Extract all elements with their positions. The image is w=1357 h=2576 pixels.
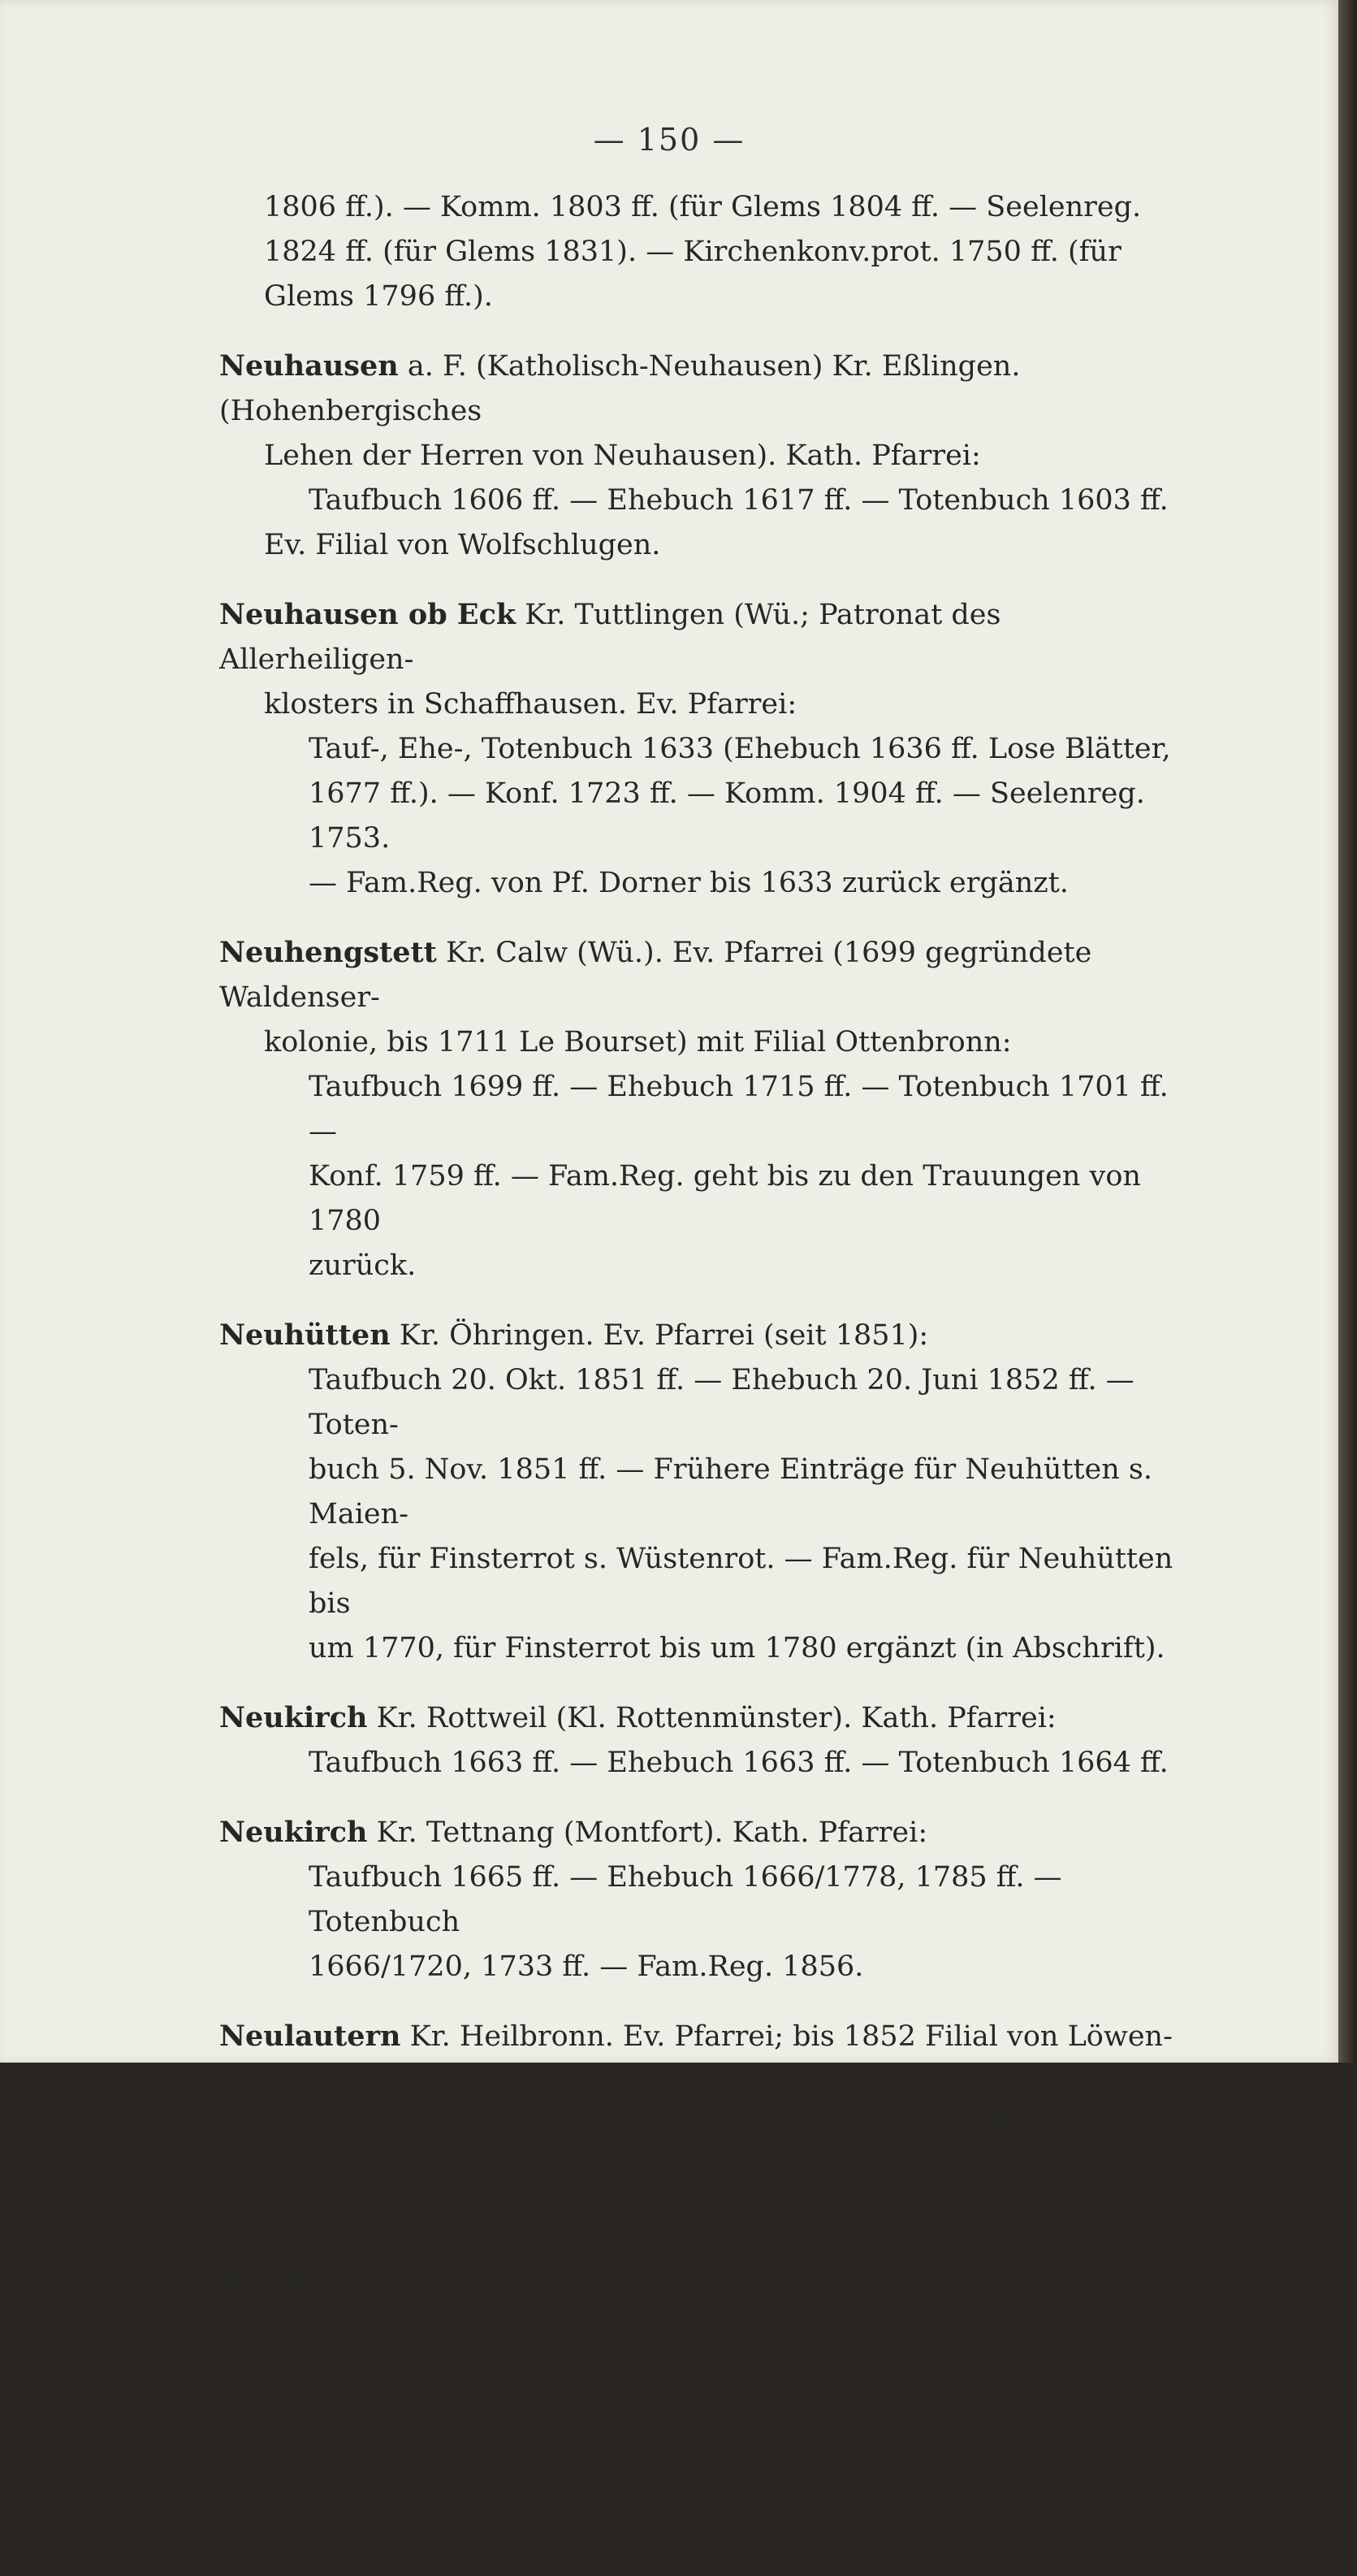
first-line [219, 1319, 928, 1352]
line: 1800. [309, 2199, 391, 2232]
line: Taufbuch 1830 ff. — Ehe- und Totenbuch 1853 ff. — Seelenreg. [309, 2110, 1053, 2187]
entry-neuhausen [219, 344, 1194, 568]
line: a. F. (Katholisch-Neuhausen) Kr. Eßlingen. (Hohenbergisches [219, 350, 1021, 427]
entry-neukirch-rottweil [219, 1695, 1194, 1786]
line: 1663 ff. [309, 2537, 418, 2570]
entry-neuhengstett [219, 930, 1194, 1288]
first-line [219, 350, 1020, 427]
line: Ev. Filial von Wolfschlugen. [264, 529, 661, 561]
line: Glems 1796 ff.). [264, 280, 493, 313]
line: Bronnen, Ebnat, Espachweiler, Gaishardt, Leinenfirst Ramsenstrut, [264, 2314, 1035, 2391]
line: um 1770, für Finsterrot bis um 1780 ergänzt (in Abschrift). [309, 1632, 1165, 1665]
line: zurück. [309, 1249, 417, 1282]
line: Taufbuch 1699 ff. — Ehebuch 1715 ff. — Totenbuch 1701 ff. — [309, 1071, 1169, 1148]
entry-head: Neuhausen ob Eck [219, 598, 516, 631]
line: 1806 ff.). — Komm. 1803 ff. (für Glems 1804 ff. — Seelenreg. [264, 191, 1142, 223]
line: Tauf-, Ehe-, Totenbuch 1633 (Ehebuch 1636 ff. Lose Blätter, [309, 733, 1171, 765]
line: Kr. Öhringen. Ev. Pfarrei (seit 1851): [399, 1319, 929, 1352]
line: buch 5. Nov. 1851 ff. — Frühere Einträge für Neuhütten s. Maien- [309, 1453, 1152, 1530]
line: fels, für Finsterrot s. Wüstenrot. — Fam.Reg. für Neuhütten bis [309, 1543, 1173, 1620]
first-line [219, 2020, 1173, 2053]
line: kolonie, bis 1711 Le Bourset) mit Filial Ottenbronn: [264, 1026, 1012, 1059]
body-text [219, 185, 1194, 2576]
line: Konf. 1759 ff. — Fam.Reg. geht bis zu den Trauungen von 1780 [309, 1160, 1141, 1237]
line: Kr. Calw (Wü.). Ev. Pfarrei (1699 gegründete Waldenser- [219, 937, 1092, 1014]
entry-head: Neuhütten [219, 1318, 391, 1352]
entry-neuler [219, 2262, 1194, 2576]
line: stein, wo frühere Einträge: [264, 2065, 655, 2098]
line: — Fam.Reg. von Pf. Dorner bis 1633 zurück ergänzt. [309, 867, 1069, 899]
entry-neuhausen-ob-eck [219, 592, 1194, 906]
entry-neulautern [219, 2014, 1194, 2238]
book-edge [1338, 0, 1357, 2063]
page-number: — 150 — [593, 122, 745, 158]
line: 1666/1720, 1733 ff. — Fam.Reg. 1856. [309, 1950, 864, 1983]
first-line [219, 1702, 1057, 1734]
entry-head: Neukirch [219, 1701, 368, 1734]
first-line [219, 1816, 927, 1849]
line: klosters in Schaffhausen. Ev. Pfarrei: [264, 688, 797, 721]
entry-continued [219, 185, 1194, 319]
line: Taufbuch 1663 ff. — Ehebuch 1663 ff. — Totenbuch 1664 ff. [309, 1747, 1169, 1779]
line: Kr. Ellwangen (Ellwangen). Kath. Pfarrei und Filialen [336, 2269, 1107, 2301]
line: Taufbuch 1606 ff. — Ehebuch 1617 ff. — Totenbuch 1603 ff. [309, 484, 1169, 517]
line: 1824 ff. (für Glems 1831). — Kirchenkonv.prot. 1750 ff. (für [264, 236, 1121, 268]
line: Schwenningen Gem. Schwabsberg und z. T. Pommertsweiler: [264, 2403, 1148, 2435]
line: Taufbuch 1665 ff. — Ehebuch 1666/1778, 1785 ff. — Totenbuch [309, 1861, 1062, 1938]
entry-head: Neukirch [219, 1816, 368, 1849]
first-line [219, 2269, 1106, 2301]
line: Kr. Tuttlingen (Wü.; Patronat des Allerheiligen- [219, 599, 1001, 676]
line: Kr. Heilbronn. Ev. Pfarrei; bis 1852 Filial von Löwen- [409, 2020, 1173, 2053]
first-line [219, 599, 1000, 676]
entry-head: Neuhausen [219, 349, 399, 383]
line: Taufbuch 20. Okt. 1851 ff. — Ehebuch 20. Juni 1852 ff. — Toten- [309, 1364, 1134, 1441]
line: 1677 ff.). — Konf. 1723 ff. — Komm. 1904 ff. — Seelenreg. 1753. [309, 777, 1145, 855]
entry-head: Neuhengstett [219, 936, 437, 969]
entry-head: Neulautern [219, 2020, 401, 2053]
entry-head: Neuler [219, 2268, 328, 2301]
line: Kr. Rottweil (Kl. Rottenmünster). Kath. Pfarrei: [376, 1702, 1057, 1734]
line: Tauf-, Ehe-, Totenbuch 1581/1607, 1646/47 mit Lücken, 1648/51, [309, 2448, 1113, 2525]
entry-neuhuetten [219, 1313, 1194, 1671]
first-line [219, 937, 1091, 1014]
line: Lehen der Herren von Neuhausen). Kath. Pfarrei: [264, 439, 981, 472]
entry-neukirch-tettnang [219, 1810, 1194, 1989]
line: Kr. Tettnang (Montfort). Kath. Pfarrei: [376, 1816, 928, 1849]
